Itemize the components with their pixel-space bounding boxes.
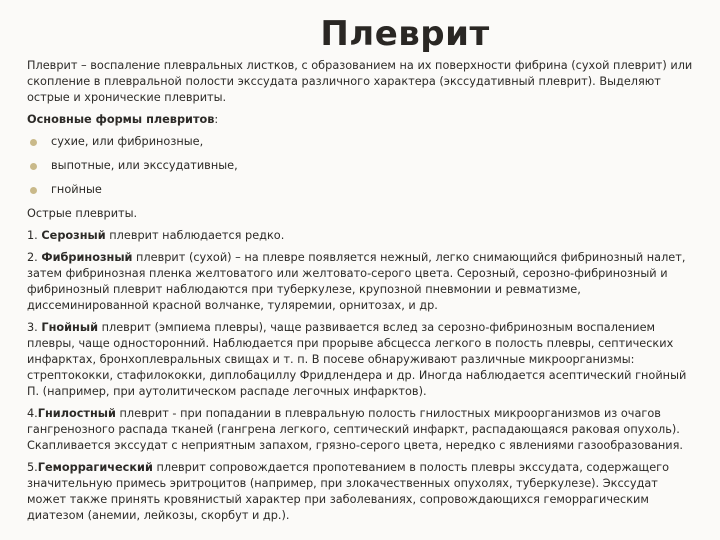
form-label: выпотные, или экссудативные, <box>51 159 238 172</box>
item-purulent <box>27 320 693 400</box>
item-hemorrhagic <box>27 460 693 524</box>
item-term: Фибринозный <box>41 251 133 264</box>
bullet-icon <box>30 139 37 146</box>
bullet-icon <box>30 187 37 194</box>
slide-body <box>27 58 693 530</box>
item-text: плеврит (сухой) – на плевре появляется нежный, легко снимающийся фибринозный налет, затем фибринозная пленка желтоватого или желтовато-серого цвета. Серозный, серозно-фибринозный и фибринозный плеврит наблюдаются при туберкулезе, крупозной пневмонии и ревматизме, диссеминированной красной волчанке, туляремии, орнитозах, и др. <box>27 251 686 312</box>
item-fibrinous <box>27 250 693 314</box>
item-putrid <box>27 406 693 454</box>
list-item <box>27 134 693 150</box>
intro-paragraph: Плеврит – воспаление плевральных листков, с образованием на их поверхности фибрина (сухой плеврит) или скопление в плевральной полости экссудата различного характера (экссудативный плеврит). Выделяют острые и хронические плевриты. <box>27 59 693 104</box>
forms-heading-colon: : <box>214 113 219 126</box>
item-text: плеврит наблюдается редко. <box>105 229 285 242</box>
slide-title: Плеврит <box>320 14 490 54</box>
forms-list <box>27 134 693 198</box>
item-text: плеврит (эмпиема плевры), чаще развивается вслед за серозно-фибринозным воспалением плевры, чаще односторонний. Наблюдается при прорыве абсцесса легкого в полость плевры, септических инфарктах, бронхоплевральных свищах и т. п. В посеве обнаруживают различные микроорганизмы: стрептококки, стафилококки, диплобациллу Фридлендера и др. Иногда наблюдается асептический гнойный П. (например, при аутолитическом распаде легочных инфарктов). <box>27 321 687 398</box>
item-serous <box>27 228 693 244</box>
item-number: 3. <box>27 321 42 334</box>
item-text: плеврит - при попадании в плевральную полость гнилостных микроорганизмов из очагов гангренозного распада тканей (гангрена легкого, септический инфаркт, распадающаяся раковая опухоль). Скапливается экссудат с неприятным запахом, грязно-серого цвета, нередко с явлениями газообразования. <box>27 407 684 452</box>
item-number: 2. <box>27 251 42 264</box>
forms-heading-text: Основные формы плевритов <box>27 113 215 126</box>
list-item <box>27 182 693 198</box>
forms-heading <box>27 112 693 128</box>
item-term: Геморрагический <box>37 461 153 474</box>
form-label: гнойные <box>51 183 102 196</box>
item-text: плеврит сопровождается пропотеванием в полость плевры экссудата, содержащего значительную примесь эритроцитов (например, при злокачественных опухолях, туберкулезе). Экссудат может также принять кровянистый характер при заболеваниях, сопровождающихся геморрагическим диатезом (анемии, лейкозы, скорбут и др.). <box>27 461 669 522</box>
item-term: Гнойный <box>41 321 98 334</box>
item-number: 4. <box>27 407 38 420</box>
item-number: 1. <box>27 229 42 242</box>
item-number: 5. <box>27 461 38 474</box>
acute-heading: Острые плевриты. <box>27 207 138 220</box>
item-term: Гнилостный <box>37 407 116 420</box>
item-term: Серозный <box>41 229 106 242</box>
form-label: сухие, или фибринозные, <box>51 135 204 148</box>
bullet-icon <box>30 163 37 170</box>
list-item <box>27 158 693 174</box>
